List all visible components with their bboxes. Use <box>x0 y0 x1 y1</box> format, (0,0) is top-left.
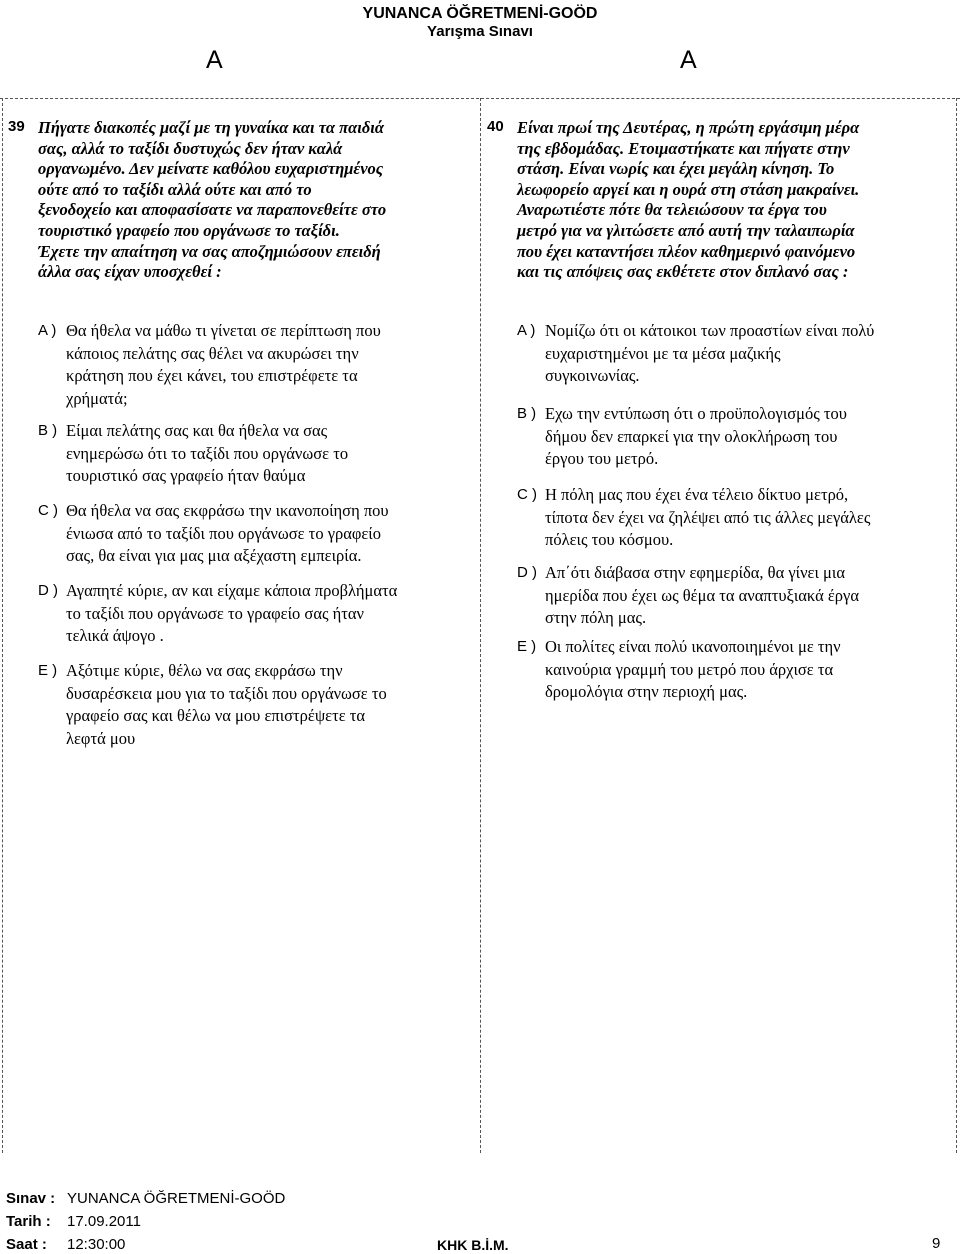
right-border <box>956 98 957 1153</box>
exam-title: YUNANCA ÖĞRETMENİ-GOÖD <box>362 5 598 22</box>
option-text: Θα ήθελα να μάθω τι γίνεται σε περίπτωση που κάποιος πελάτης σας θέλει να ακυρώσει την κράτηση που έχει κάνει, του επιστρέφετε τα χρήματά; <box>66 321 381 408</box>
option-letter: E ) <box>38 662 58 679</box>
footer-time-value: 12:30:00 <box>67 1236 126 1253</box>
booklet-letter-left: A <box>206 46 223 74</box>
option-letter: D ) <box>38 582 58 599</box>
footer-exam-value: YUNANCA ÖĞRETMENİ-GOÖD <box>67 1190 286 1207</box>
option-text: Απ΄ότι διάβασα στην εφημερίδα, θα γίνει μια ημερίδα που έχει ως θέμα τα αναπτυξιακά έργα στην πόλη μας. <box>545 563 859 627</box>
answer-option-b[interactable] <box>38 420 348 488</box>
option-letter: A ) <box>38 322 57 339</box>
booklet-letter-right: A <box>680 46 697 74</box>
footer-time <box>6 1236 125 1254</box>
option-letter: E ) <box>517 638 537 655</box>
option-text: Θα ήθελα να σας εκφράσω την ικανοποίηση που ένιωσα από το ταξίδι που οργάνωσε το γραφείο σας, θα είναι για μας μια αξέχαστη εμπειρία. <box>66 501 389 565</box>
footer-time-label: Saat : <box>6 1236 47 1253</box>
option-letter: A ) <box>517 322 536 339</box>
footer-date-label: Tarih : <box>6 1213 51 1230</box>
answer-option-c[interactable] <box>38 500 389 568</box>
footer-date <box>6 1213 141 1231</box>
exam-subtitle: Yarışma Sınavı <box>427 23 533 40</box>
answer-option-b[interactable] <box>517 403 847 471</box>
footer-center-label: KHK B.İ.M. <box>437 1237 509 1253</box>
option-letter: B ) <box>517 405 537 422</box>
question-stem: Πήγατε διακοπές μαζί με τη γυναίκα και τα παιδιά σας, αλλά το ταξίδι δυστυχώς δεν ήταν καλά οργανωμένο. Δεν μείνατε καθόλου ευχαριστημένος ούτε από το ταξίδι αλλά ούτε και από το ξενοδοχείο και αποφασίσατε να παραπονεθείτε στο τουριστικό γραφείο που οργάνωσε το ταξίδι. Έχετε την απαίτηση να σας αποζημιώσουν επειδή άλλα σας είχαν υποσχεθεί : <box>38 118 387 282</box>
answer-option-a[interactable] <box>517 320 874 388</box>
column-divider <box>480 98 481 1153</box>
option-letter: C ) <box>38 502 58 519</box>
footer-exam-label: Sınav : <box>6 1190 56 1207</box>
question-number: 40 <box>487 118 504 135</box>
question-stem: Είναι πρωί της Δευτέρας, η πρώτη εργάσιμη μέρα της εβδομάδας. Ετοιμαστήκατε και πήγατε στην στάση. Είναι νωρίς και έχει μεγάλη κίνηση. Το λεωφορείο αργεί και η ουρά στη στάση μακραίνει. Αναρωτιέστε πότε θα τελειώσουν τα έργα του μετρό για να γλιτώσετε από αυτή την ταλαιπωρία που έχει καταντήσει πλέον καθημερινό φαινόμενο και τις απόψεις σας εκθέτετε στον διπλανό σας : <box>517 118 860 282</box>
option-text: Είμαι πελάτης σας και θα ήθελα να σας ενημερώσω ότι το ταξίδι που οργάνωσε το τουριστικό σας γραφείο ήταν θαύμα <box>66 421 349 485</box>
option-letter: C ) <box>517 486 537 503</box>
footer-date-value: 17.09.2011 <box>67 1213 141 1230</box>
option-text: Νομίζω ότι οι κάτοικοι των προαστίων είναι πολύ ευχαριστημένοι με τα μέσα μαζικής συγκοινωνίας. <box>545 321 875 385</box>
left-border <box>2 98 3 1153</box>
answer-option-d[interactable] <box>38 580 397 648</box>
answer-option-c[interactable] <box>517 484 870 552</box>
option-text: Αγαπητέ κύριε, αν και είχαμε κάποια προβλήματα το ταξίδι που οργάνωσε το γραφείο σας ήταν τελικά άψογο . <box>66 581 398 645</box>
page-number: 9 <box>932 1235 941 1252</box>
answer-option-a[interactable] <box>38 320 381 410</box>
answer-option-e[interactable] <box>38 660 387 750</box>
option-text: Αξότιμε κύριε, θέλω να σας εκφράσω την δυσαρέσκεια μου για το ταξίδι που οργάνωσε το γραφείο σας και θέλω να μου επιστρέψετε τα λεφτά μου <box>66 661 387 748</box>
footer-exam <box>6 1190 285 1208</box>
option-text: Η πόλη μας που έχει ένα τέλειο δίκτυο μετρό, τίποτα δεν έχει να ζηλέψει από τις άλλες μεγάλες πόλεις του κόσμου. <box>545 485 871 549</box>
option-letter: D ) <box>517 564 537 581</box>
answer-option-e[interactable] <box>517 636 841 704</box>
answer-option-d[interactable] <box>517 562 859 630</box>
option-letter: B ) <box>38 422 58 439</box>
option-text: Οι πολίτες είναι πολύ ικανοποιημένοι με την καινούρια γραμμή του μετρό που άρχισε τα δρομολόγια στην περιοχή μας. <box>545 637 841 701</box>
question-number: 39 <box>8 118 25 135</box>
option-text: Εχω την εντύπωση ότι ο προϋπολογισμός του δήμου δεν επαρκεί για την ολοκλήρωση του έργου του μετρό. <box>545 404 847 468</box>
